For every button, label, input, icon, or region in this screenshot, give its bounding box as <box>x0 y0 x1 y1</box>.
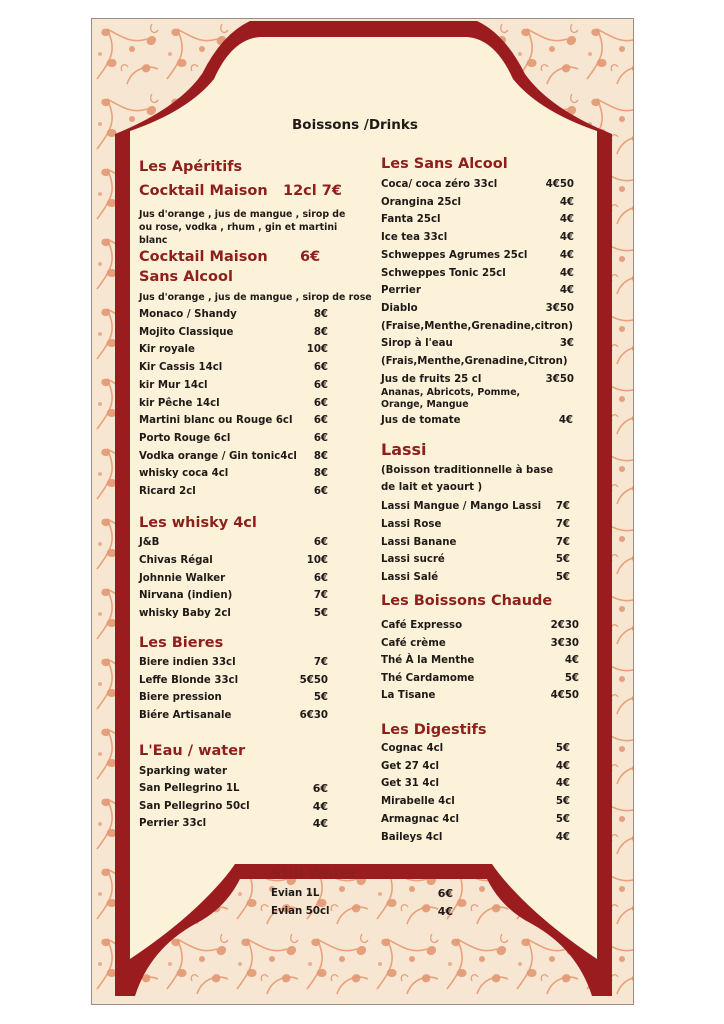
menu-item-price: 6€ <box>313 432 328 444</box>
cocktail-sans-name-2: Sans Alcool <box>139 269 233 285</box>
menu-item-price: 8€ <box>313 309 328 320</box>
section-heading-lassi: Lassi <box>381 440 427 459</box>
section-heading-digestifs: Les Digestifs <box>381 722 487 738</box>
page-title: Boissons /Drinks <box>292 117 418 133</box>
menu-item-name: Orangina 25cl <box>381 196 461 208</box>
menu-item-price: 8€ <box>313 468 328 480</box>
menu-item-name: Biere indien 33cl <box>139 657 236 668</box>
menu-item-price: 4€ <box>559 285 574 297</box>
menu-item-price: 4€ <box>558 415 573 426</box>
menu-item-name: Perrier <box>381 285 421 297</box>
menu-item-name: Get 27 4cl <box>381 760 440 772</box>
menu-item-price: 4€ <box>555 831 570 843</box>
menu-item-price: 7€ <box>555 501 570 512</box>
cocktail-sans-desc: Jus d'orange , jus de mangue , sirop de rose <box>139 292 372 303</box>
menu-item-price: 6€30 <box>299 709 328 721</box>
menu-item-price: 7€ <box>555 536 570 548</box>
menu-item-name: (Frais,Menthe,Grenadine,Citron) <box>381 356 568 367</box>
menu-item-price: 8€ <box>313 326 328 338</box>
menu-item-price: 6€ <box>313 537 328 548</box>
cocktail-sans-name-1: Cocktail Maison <box>139 249 268 265</box>
menu-item-name: Fanta 25cl <box>381 214 441 226</box>
menu-item-name: Biére Artisanale <box>139 709 232 721</box>
menu-item-price: 4€ <box>437 904 453 918</box>
menu-item-price: 8€ <box>313 450 328 462</box>
menu-item-name: La Tisane <box>381 690 436 702</box>
menu-item-name: Armagnac 4cl <box>381 813 460 825</box>
menu-item-price: 2€30 <box>550 620 579 631</box>
menu-item-price: 5€ <box>555 813 570 825</box>
menu-item-price: 4€50 <box>550 690 579 702</box>
menu-item-price: 6€ <box>437 887 453 900</box>
menu-item-price: 6€ <box>313 397 328 409</box>
menu-item-name: San Pellegrino 50cl <box>139 800 250 812</box>
menu-item-name: Get 31 4cl <box>381 778 440 790</box>
menu-item-name: kir Mur 14cl <box>139 379 208 391</box>
menu-item-name: Nirvana (indien) <box>139 590 233 602</box>
menu-item-name: whisky Baby 2cl <box>139 608 231 620</box>
menu-item-name: Sirop à l'eau <box>381 338 453 350</box>
menu-item-name: Vodka orange / Gin tonic4cl <box>139 450 297 462</box>
menu-item-price: 6€ <box>313 415 328 427</box>
menu-item-price: 4€ <box>559 232 574 244</box>
menu-item-name: Schweppes Tonic 25cl <box>381 267 506 279</box>
lassi-desc-1: (Boisson traditionnelle à base <box>381 465 554 476</box>
menu-item-name: Lassi Rose <box>381 518 442 530</box>
menu-item-name: San Pellegrino 1L <box>139 783 240 794</box>
menu-item-name: Schweppes Agrumes 25cl <box>381 249 528 261</box>
menu-item-price: 3€50 <box>545 373 574 385</box>
menu-item-price: 5€ <box>313 608 328 620</box>
menu-item-name: Jus de fruits 25 cl <box>381 373 482 385</box>
menu-item-name: Johnnie Walker <box>139 572 226 584</box>
menu-item-price: 5€ <box>313 692 328 704</box>
menu-item-price: 5€ <box>555 796 570 808</box>
menu-item-price: 7€ <box>313 590 328 602</box>
menu-item-name: Lassi Mangue / Mango Lassi <box>381 501 542 512</box>
menu-item-price: 4€ <box>312 817 328 830</box>
menu-item-price: 3€50 <box>545 302 574 314</box>
menu-item-price: 4€ <box>555 778 570 790</box>
menu-item-price: 5€ <box>555 572 570 584</box>
menu-item-price: 6€ <box>312 782 328 795</box>
menu-item-name: J&B <box>139 537 160 548</box>
menu-item-name: Leffe Blonde 33cl <box>139 674 239 686</box>
menu-item-name: Kir Cassis 14cl <box>139 362 223 374</box>
menu-item-price: 4€ <box>564 655 579 667</box>
menu-item-name: Martini blanc ou Rouge 6cl <box>139 415 293 427</box>
section-heading-sans-alcool: Les Sans Alcool <box>381 156 508 172</box>
cocktail-sans-price: 6€ <box>300 249 321 265</box>
fruits-list: Ananas, Abricots, Pomme, Orange, Mangue <box>381 387 521 410</box>
menu-item-name: Thé Cardamome <box>381 672 475 684</box>
menu-item-name: Lassi sucré <box>381 554 445 566</box>
menu-item-price: 7€ <box>313 657 328 668</box>
cocktail-maison-name: Cocktail Maison <box>139 183 268 199</box>
menu-item-name: Diablo <box>381 302 418 314</box>
menu-item-name: whisky coca 4cl <box>139 468 229 480</box>
section-heading-bieres: Les Bieres <box>139 635 224 651</box>
menu-card <box>91 18 634 1005</box>
menu-item-name: Coca/ coca zéro 33cl <box>381 179 498 190</box>
menu-item-price: 6€ <box>313 362 328 374</box>
menu-item-name: (Fraise,Menthe,Grenadine,citron) <box>381 320 573 332</box>
lassi-desc-2: de lait et yaourt ) <box>381 482 483 493</box>
menu-item-name: Evian 50cl <box>271 905 330 917</box>
section-heading-eau: L'Eau / water <box>139 743 246 759</box>
menu-item-price: 10€ <box>306 554 328 566</box>
menu-item-name: Kir royale <box>139 344 195 356</box>
menu-item-price: 4€ <box>559 214 574 226</box>
menu-item-name: Lassi Salé <box>381 572 439 584</box>
menu-item-name: Monaco / Shandy <box>139 309 237 320</box>
menu-item-price: 5€ <box>555 743 570 754</box>
cocktail-maison-price: 12cl 7€ <box>283 183 342 199</box>
menu-item-price: 4€ <box>559 249 574 261</box>
menu-item-price: 5€ <box>564 672 579 684</box>
menu-item-price: 4€ <box>555 760 570 772</box>
menu-item-name: Mojito Classique <box>139 326 234 338</box>
menu-item-name: Café crème <box>381 637 446 649</box>
menu-item-price: 6€ <box>313 572 328 584</box>
menu-item-name: Ricard 2cl <box>139 486 196 497</box>
section-heading-aperitifs: Les Apéritifs <box>139 159 243 175</box>
menu-item-price: 4€ <box>559 196 574 208</box>
menu-item-price: 3€30 <box>550 637 579 649</box>
menu-item-price: 4€ <box>312 799 328 813</box>
menu-item-name: Perrier 33cl <box>139 818 207 829</box>
menu-item-price: 5€50 <box>299 674 328 686</box>
section-heading-chaudes: Les Boissons Chaude <box>381 593 553 609</box>
menu-item-price: 6€ <box>313 486 328 497</box>
menu-item-price: 4€ <box>559 267 574 279</box>
menu-item-name: Mirabelle 4cl <box>381 796 455 808</box>
menu-item-name: Porto Rouge 6cl <box>139 432 231 444</box>
menu-item-name: Lassi Banane <box>381 536 457 548</box>
menu-item-price: 7€ <box>555 518 570 530</box>
menu-item-name: Cognac 4cl <box>381 743 444 754</box>
sparkling-subheading: Sparking water <box>139 766 227 777</box>
menu-item-name: Ice tea 33cl <box>381 232 448 244</box>
section-heading-still: Still Water <box>271 866 358 882</box>
menu-item-name: Café Expresso <box>381 620 463 631</box>
menu-item-name: Baileys 4cl <box>381 831 443 843</box>
menu-item-price: 10€ <box>306 344 328 356</box>
menu-item-name: Jus de tomate <box>381 415 461 426</box>
section-heading-whisky: Les whisky 4cl <box>139 515 257 531</box>
menu-item-name: Evian 1L <box>271 888 320 899</box>
menu-item-price: 6€ <box>313 379 328 391</box>
menu-item-name: Thé À la Menthe <box>381 655 475 667</box>
menu-item-name: kir Pêche 14cl <box>139 397 220 409</box>
menu-item-price: 3€ <box>559 338 574 350</box>
cocktail-maison-desc: Jus d'orange , jus de mangue , sirop de ou rose, vodka , rhum , gin et martini blanc <box>139 209 346 246</box>
menu-item-name: Chivas Régal <box>139 554 213 566</box>
menu-item-price: 4€50 <box>545 179 574 190</box>
menu-item-name: Biere pression <box>139 692 222 704</box>
menu-item-price: 5€ <box>555 554 570 566</box>
